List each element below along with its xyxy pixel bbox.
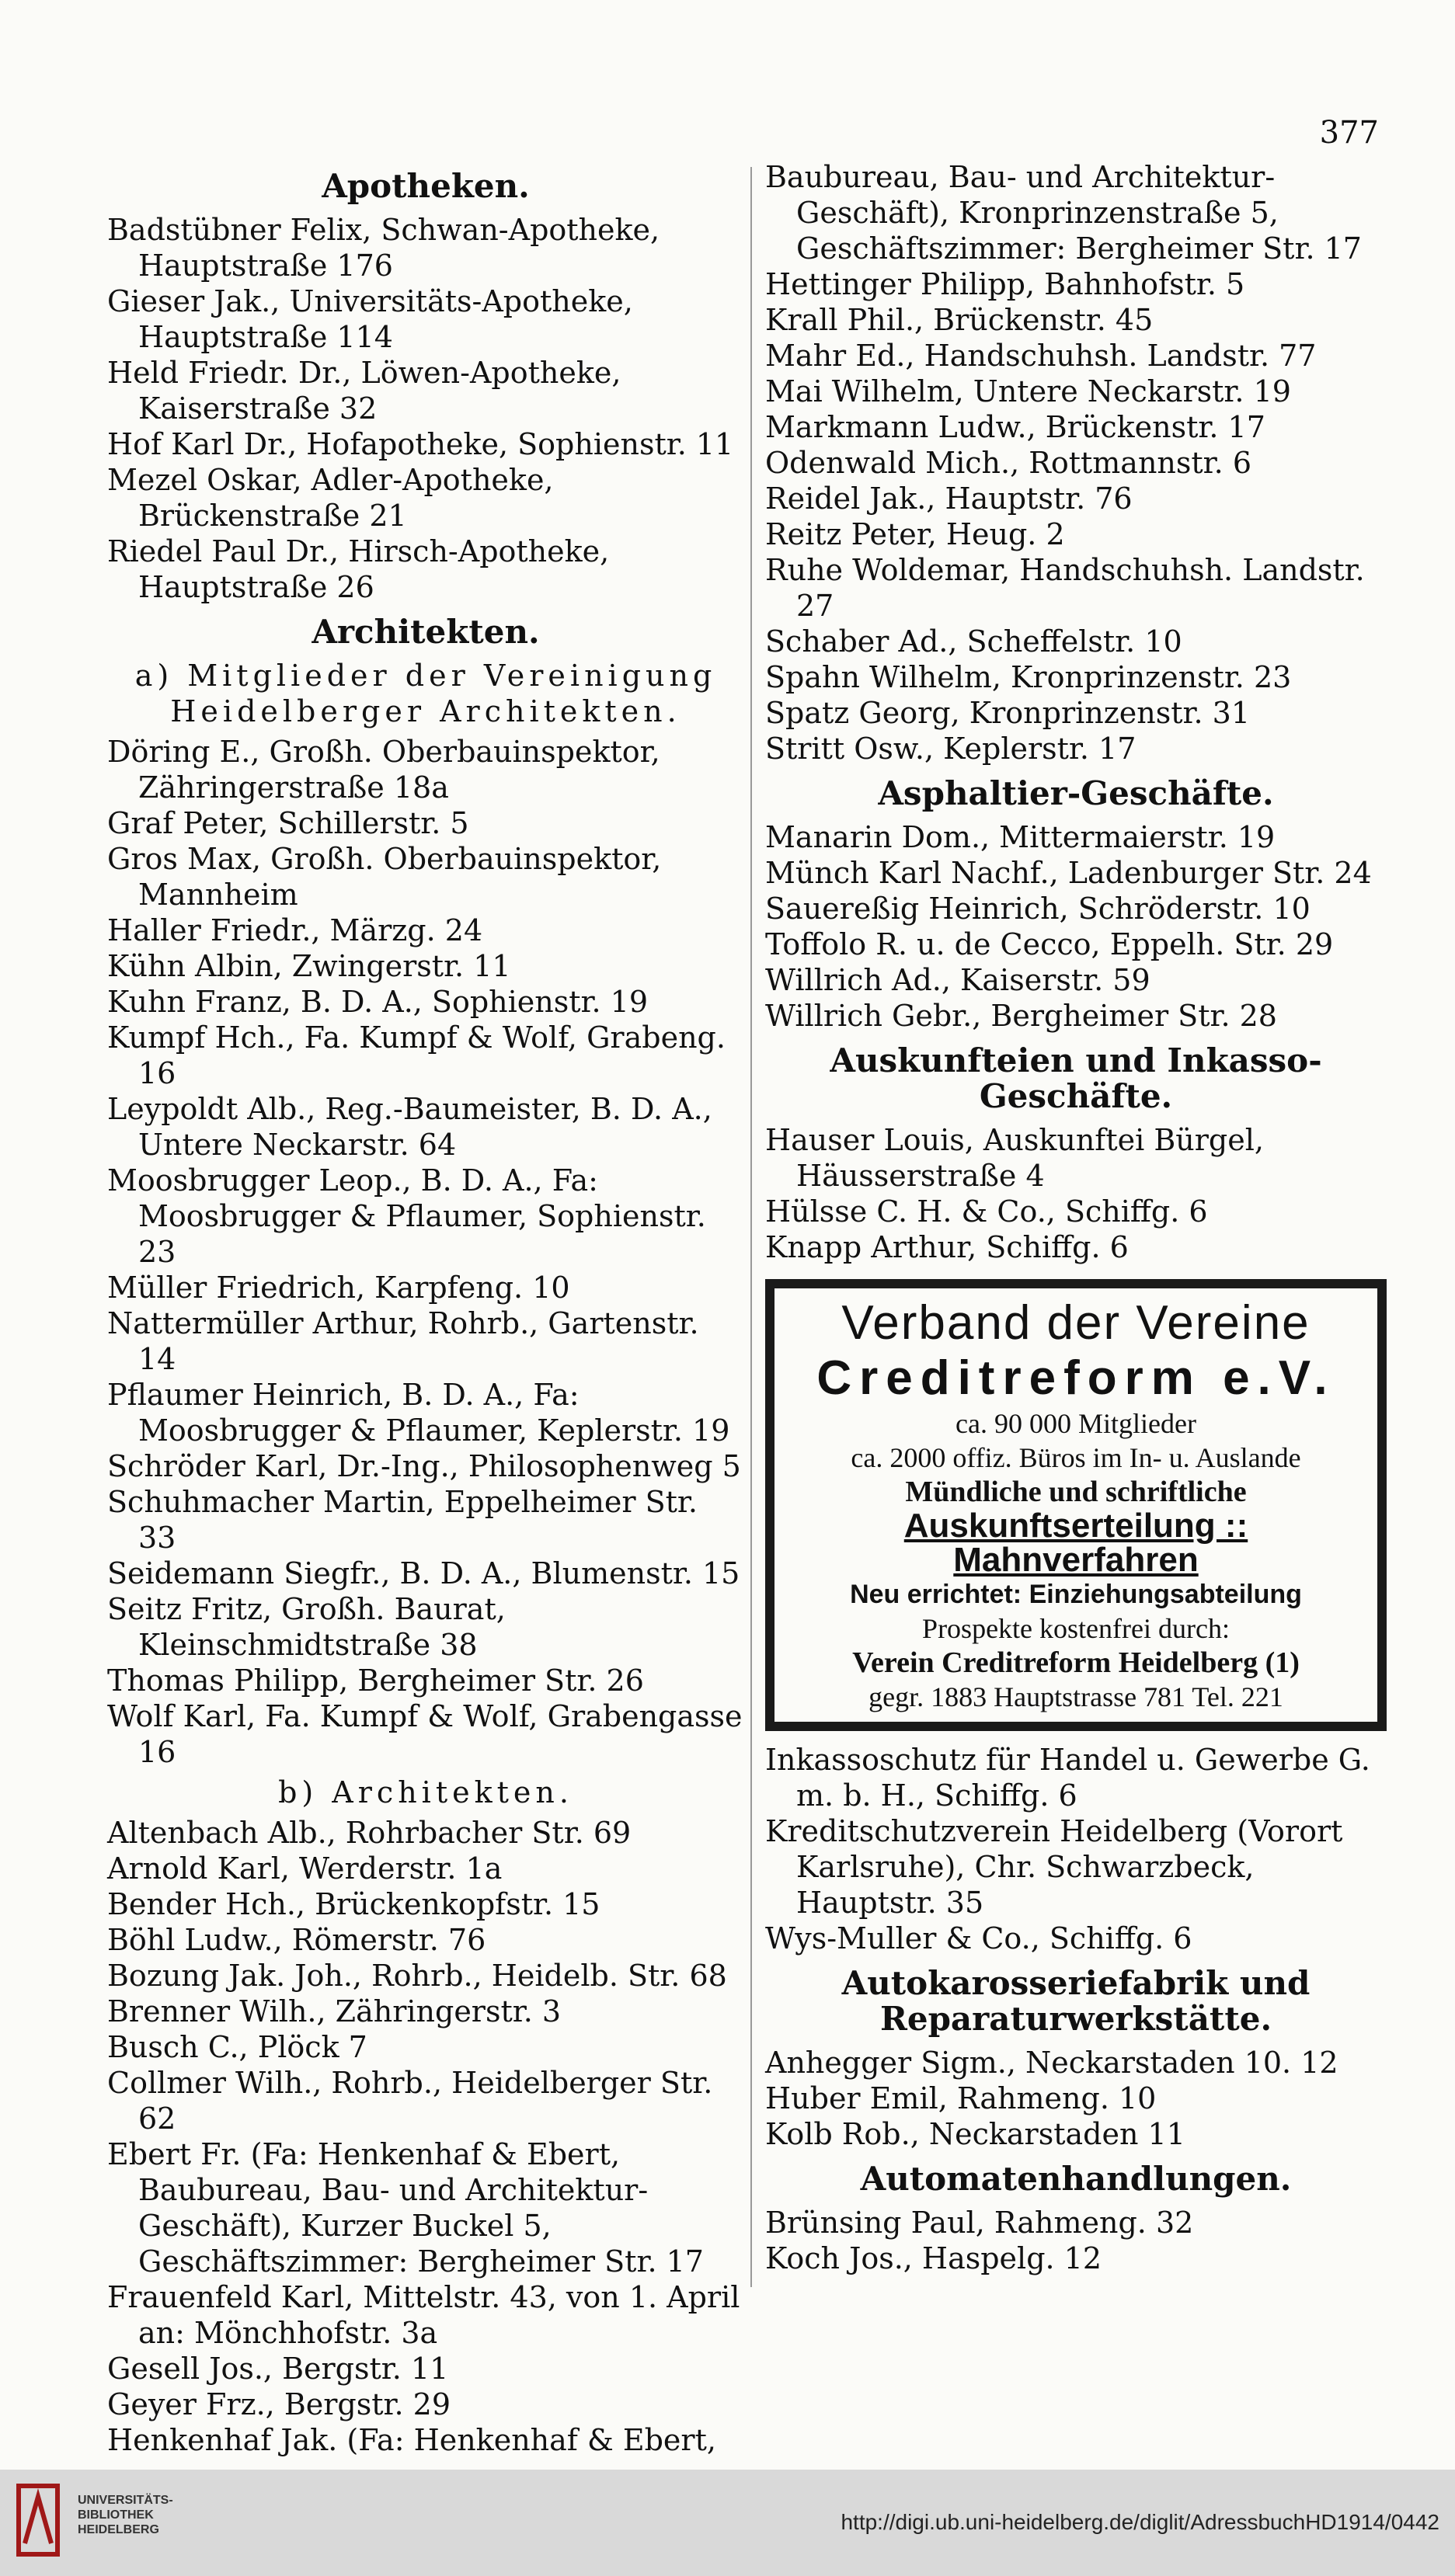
directory-entry: Haller Friedr., Märzg. 24 bbox=[107, 913, 483, 947]
subsection-heading: b) Architekten. bbox=[278, 1775, 573, 1809]
directory-entry: Altenbach Alb., Rohrbacher Str. 69 bbox=[107, 1816, 632, 1850]
directory-entry: Gieser Jak., Universitäts-Apotheke, Hauptstraße 114 bbox=[107, 284, 633, 354]
directory-entry: Geyer Frz., Bergstr. 29 bbox=[107, 2387, 451, 2421]
directory-entry: Inkassoschutz für Handel u. Gewerbe G. m. b. H., Schiffg. 6 bbox=[765, 1743, 1370, 1813]
directory-entry: Bozung Jak. Joh., Rohrb., Heidelb. Str. 68 bbox=[107, 1959, 727, 1993]
directory-entry: Seitz Fritz, Großh. Baurat, Kleinschmidtstraße 38 bbox=[107, 1592, 506, 1662]
library-logo-icon bbox=[14, 2481, 62, 2559]
directory-entry: Frauenfeld Karl, Mittelstr. 43, von 1. April an: Mönchhofstr. 3a bbox=[107, 2280, 740, 2350]
directory-entry: Toffolo R. u. de Cecco, Eppelh. Str. 29 bbox=[765, 927, 1334, 961]
directory-entry: Reitz Peter, Heug. 2 bbox=[765, 517, 1065, 551]
ad-line-6: Auskunftserteilung :: Mahnverfahren bbox=[903, 1507, 1248, 1579]
directory-entry: Wolf Karl, Fa. Kumpf & Wolf, Grabengasse 16 bbox=[107, 1699, 743, 1769]
directory-entry: Anhegger Sigm., Neckarstaden 10. 12 bbox=[765, 2046, 1338, 2080]
directory-entry: Schuhmacher Martin, Eppelheimer Str. 33 bbox=[107, 1485, 698, 1555]
directory-entry: Spatz Georg, Kronprinzenstr. 31 bbox=[765, 696, 1251, 730]
directory-entry: Hof Karl Dr., Hofapotheke, Sophienstr. 11 bbox=[107, 427, 734, 461]
directory-entry: Pflaumer Heinrich, B. D. A., Fa: Moosbrugger & Pflaumer, Keplerstr. 19 bbox=[107, 1378, 730, 1448]
section-heading: Asphaltier-Geschäfte. bbox=[878, 774, 1274, 812]
library-name-line-1: UNIVERSITÄTS- bbox=[78, 2494, 173, 2507]
directory-entry: Leypoldt Alb., Reg.-Baumeister, B. D. A., Untere Neckarstr. 64 bbox=[107, 1092, 712, 1162]
directory-entry: Seidemann Siegfr., B. D. A., Blumenstr. 15 bbox=[107, 1556, 740, 1590]
directory-entry: Mezel Oskar, Adler-Apotheke, Brückenstraße 21 bbox=[107, 463, 554, 533]
directory-entry: Busch C., Plöck 7 bbox=[107, 2030, 367, 2064]
ad-line-10: gegr. 1883 Hauptstrasse 781 Tel. 221 bbox=[868, 1681, 1283, 1712]
directory-entry: Ruhe Woldemar, Handschuhsh. Landstr. 27 bbox=[765, 553, 1365, 623]
directory-entry: Kuhn Franz, B. D. A., Sophienstr. 19 bbox=[107, 985, 649, 1019]
directory-entry: Mai Wilhelm, Untere Neckarstr. 19 bbox=[765, 374, 1291, 408]
ad-line-3: ca. 90 000 Mitglieder bbox=[955, 1408, 1196, 1439]
directory-entry: Brenner Wilh., Zähringerstr. 3 bbox=[107, 1994, 562, 2028]
library-name-line-2: BIBLIOTHEK bbox=[78, 2508, 154, 2522]
directory-entry: Mahr Ed., Handschuhsh. Landstr. 77 bbox=[765, 339, 1317, 373]
directory-entry: Hülsse C. H. & Co., Schiffg. 6 bbox=[765, 1194, 1208, 1229]
library-name-line-3: HEIDELBERG bbox=[78, 2523, 159, 2536]
directory-entry: Knapp Arthur, Schiffg. 6 bbox=[765, 1230, 1129, 1264]
directory-entry: Böhl Ludw., Römerstr. 76 bbox=[107, 1923, 486, 1957]
section-heading: Apotheken. bbox=[322, 167, 530, 205]
library-name bbox=[78, 2493, 173, 2537]
creditreform-advertisement bbox=[765, 1279, 1387, 1731]
right-column bbox=[765, 159, 1387, 2276]
directory-entry: Riedel Paul Dr., Hirsch-Apotheke, Hauptstraße 26 bbox=[107, 534, 610, 604]
directory-entry: Willrich Gebr., Bergheimer Str. 28 bbox=[765, 999, 1277, 1033]
directory-entry: Collmer Wilh., Rohrb., Heidelberger Str. 62 bbox=[107, 2066, 713, 2136]
directory-entry: Held Friedr. Dr., Löwen-Apotheke, Kaiserstraße 32 bbox=[107, 356, 621, 426]
ad-line-8: Prospekte kostenfrei durch: bbox=[922, 1613, 1230, 1644]
directory-entry: Kühn Albin, Zwingerstr. 11 bbox=[107, 949, 511, 983]
directory-entry: Schaber Ad., Scheffelstr. 10 bbox=[765, 624, 1182, 659]
directory-entry: Moosbrugger Leop., B. D. A., Fa: Moosbrugger & Pflaumer, Sophienstr. 23 bbox=[107, 1163, 706, 1269]
directory-entry: Hettinger Philipp, Bahnhofstr. 5 bbox=[765, 267, 1245, 301]
source-url-link[interactable]: http://digi.ub.uni-heidelberg.de/diglit/AdressbuchHD1914/0442 bbox=[841, 2510, 1439, 2534]
column-divider bbox=[750, 167, 752, 2287]
directory-entry: Spahn Wilhelm, Kronprinzenstr. 23 bbox=[765, 660, 1292, 694]
directory-entry: Gesell Jos., Bergstr. 11 bbox=[107, 2352, 449, 2386]
directory-entry: Huber Emil, Rahmeng. 10 bbox=[765, 2081, 1157, 2115]
directory-entry: Wys-Muller & Co., Schiffg. 6 bbox=[765, 1921, 1192, 1955]
directory-entry: Müller Friedrich, Karpfeng. 10 bbox=[107, 1271, 570, 1305]
directory-entry: Ebert Fr. (Fa: Henkenhaf & Ebert, Baubureau, Bau- und Architektur-Geschäft), Kurzer Buckel 5, Geschäftszimmer: Bergheimer Str. 17 bbox=[107, 2137, 704, 2279]
left-column bbox=[107, 159, 744, 2458]
section-heading: Auskunfteien und Inkasso-Geschäfte. bbox=[830, 1041, 1322, 1115]
directory-entry: Graf Peter, Schillerstr. 5 bbox=[107, 806, 469, 840]
directory-entry: Willrich Ad., Kaiserstr. 59 bbox=[765, 963, 1150, 997]
section-heading: Architekten. bbox=[312, 613, 540, 651]
directory-entry: Reidel Jak., Hauptstr. 76 bbox=[765, 481, 1133, 516]
directory-entry: Koch Jos., Haspelg. 12 bbox=[765, 2241, 1102, 2275]
directory-entry: Krall Phil., Brückenstr. 45 bbox=[765, 303, 1154, 337]
directory-entry: Henkenhaf Jak. (Fa: Henkenhaf & Ebert, bbox=[107, 2423, 716, 2457]
ad-line-4: ca. 2000 offiz. Büros im In- u. Auslande bbox=[851, 1442, 1301, 1473]
directory-entry: Brünsing Paul, Rahmeng. 32 bbox=[765, 2206, 1194, 2240]
directory-entry: Thomas Philipp, Bergheimer Str. 26 bbox=[107, 1663, 644, 1698]
directory-entry: Sauereßig Heinrich, Schröderstr. 10 bbox=[765, 892, 1311, 926]
directory-entry: Döring E., Großh. Oberbauinspektor, Zähringerstraße 18a bbox=[107, 735, 660, 805]
ad-line-5: Mündliche und schriftliche bbox=[905, 1476, 1247, 1508]
directory-entry: Odenwald Mich., Rottmannstr. 6 bbox=[765, 446, 1251, 480]
directory-entry: Stritt Osw., Keplerstr. 17 bbox=[765, 732, 1137, 766]
directory-entry: Gros Max, Großh. Oberbauinspektor, Mannheim bbox=[107, 842, 662, 912]
directory-entry: Badstübner Felix, Schwan-Apotheke, Hauptstraße 176 bbox=[107, 213, 660, 283]
ad-line-2: Creditreform e.V. bbox=[816, 1351, 1335, 1405]
subsection-heading: a) Mitglieder der Vereinigung Heidelberger Architekten. bbox=[134, 659, 717, 728]
directory-entry: Münch Karl Nachf., Ladenburger Str. 24 bbox=[765, 856, 1372, 890]
directory-entry: Kolb Rob., Neckarstaden 11 bbox=[765, 2117, 1185, 2151]
page-number: 377 bbox=[1319, 115, 1379, 151]
directory-entry: Markmann Ludw., Brückenstr. 17 bbox=[765, 410, 1265, 444]
directory-entry: Kumpf Hch., Fa. Kumpf & Wolf, Grabeng. 16 bbox=[107, 1020, 726, 1090]
directory-entry: Nattermüller Arthur, Rohrb., Gartenstr. 14 bbox=[107, 1306, 699, 1376]
section-heading: Automatenhandlungen. bbox=[860, 2160, 1292, 2198]
directory-entry: Baubureau, Bau- und Architektur-Geschäft), Kronprinzenstraße 5, Geschäftszimmer: Bergheimer Str. 17 bbox=[765, 160, 1362, 266]
ad-line-7: Neu errichtet: Einziehungsabteilung bbox=[850, 1580, 1302, 1609]
directory-entry: Schröder Karl, Dr.-Ing., Philosophenweg 5 bbox=[107, 1449, 741, 1483]
directory-entry: Bender Hch., Brückenkopfstr. 15 bbox=[107, 1887, 600, 1921]
ad-line-1: Verband der Vereine bbox=[841, 1296, 1311, 1350]
section-heading: Autokarosseriefabrik und Reparaturwerkstätte. bbox=[841, 1964, 1311, 2038]
directory-entry: Kreditschutzverein Heidelberg (Vorort Karlsruhe), Chr. Schwarzbeck, Hauptstr. 35 bbox=[765, 1814, 1343, 1920]
directory-entry: Arnold Karl, Werderstr. 1a bbox=[107, 1851, 503, 1886]
directory-entry: Manarin Dom., Mittermaierstr. 19 bbox=[765, 820, 1276, 854]
ad-line-9: Verein Creditreform Heidelberg (1) bbox=[852, 1646, 1300, 1679]
directory-entry: Hauser Louis, Auskunftei Bürgel, Häusserstraße 4 bbox=[765, 1123, 1264, 1193]
